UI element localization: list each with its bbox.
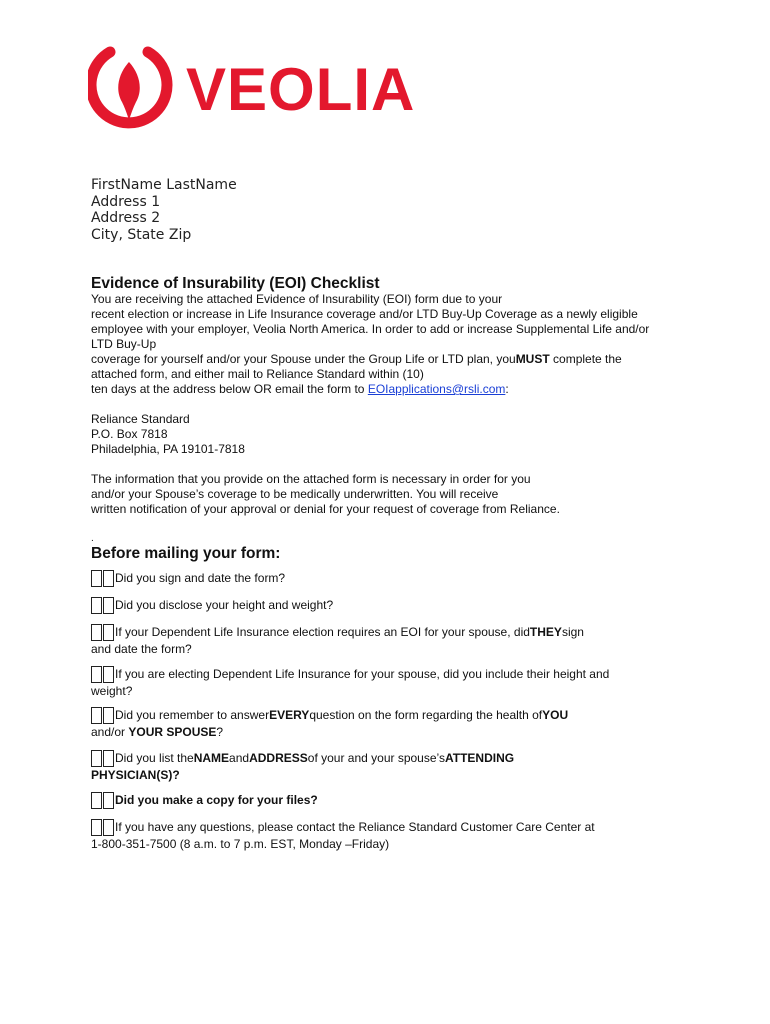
intro-text: ten days at the address below OR email the form to	[91, 382, 368, 396]
checkbox-icon[interactable]	[91, 819, 114, 836]
checklist-item-text: and	[229, 751, 250, 765]
intro-paragraph	[91, 292, 649, 397]
checklist-item-text: Did you disclose your height and weight?	[115, 598, 334, 612]
intro-line: LTD Buy-Up	[91, 337, 157, 351]
checklist-item-emphasis: YOU	[542, 708, 569, 722]
info-line: The information that you provide on the attached form is necessary in order for you	[91, 472, 531, 486]
checklist-item	[91, 750, 651, 783]
recipient-address-1: Address 1	[91, 193, 161, 210]
checkbox-icon[interactable]	[91, 597, 114, 614]
checkbox-icon[interactable]	[91, 707, 114, 724]
mailing-name: Reliance Standard	[91, 412, 190, 426]
intro-line	[91, 382, 649, 397]
checklist-item-text: weight?	[91, 684, 133, 698]
intro-text: coverage for yourself and/or your Spouse under the Group Life or LTD plan, you	[91, 352, 516, 366]
info-line: written notification of your approval or denial for your request of coverage from Reliance.	[91, 502, 560, 516]
checklist-item-text: ?	[216, 725, 224, 739]
intro-line: recent election or increase in Life Insurance coverage and/or LTD Buy-Up Coverage as a newly eligible	[91, 307, 638, 321]
checklist-item-emphasis: EVERY	[269, 708, 310, 722]
intro-text: :	[505, 382, 509, 396]
checklist-item-emphasis: PHYSICIAN(S)?	[91, 768, 180, 782]
checkbox-icon[interactable]	[91, 666, 114, 683]
intro-text: complete the	[549, 352, 622, 366]
checklist-item-text: If you have any questions, please contact the Reliance Standard Customer Care Center at	[115, 820, 595, 834]
checkbox-icon[interactable]	[91, 792, 114, 809]
veolia-logo-mark	[91, 52, 167, 123]
checklist-item	[91, 624, 651, 657]
checklist-item-emphasis: ATTENDING	[444, 751, 515, 765]
checklist-item	[91, 666, 651, 699]
before-mailing-title: Before mailing your form:	[91, 545, 281, 562]
mailing-po-box: P.O. Box 7818	[91, 427, 168, 441]
intro-emphasis: MUST	[515, 352, 550, 366]
checklist-item-emphasis: YOUR SPOUSE	[128, 725, 217, 739]
eoi-email-link[interactable]: EOIapplications@rsli.com	[367, 382, 506, 396]
intro-line: employee with your employer, Veolia North America. In order to add or increase Supplemental Life and/or	[91, 322, 650, 336]
checkbox-icon[interactable]	[91, 570, 114, 587]
checklist-item	[91, 792, 651, 809]
info-line: and/or your Spouse’s coverage to be medically underwritten. You will receive	[91, 487, 499, 501]
checklist-item-text: question on the form regarding the health of	[309, 708, 543, 722]
recipient-city-state-zip: City, State Zip	[91, 226, 192, 243]
checklist-item-emphasis: Did you make a copy for your files?	[115, 793, 318, 807]
intro-line: attached form, and either mail to Reliance Standard within (10)	[91, 367, 424, 381]
checklist-item	[91, 819, 651, 852]
checklist-item	[91, 570, 651, 587]
checklist-item-text: and/or	[91, 725, 129, 739]
checklist-item	[91, 707, 651, 740]
checklist-item-emphasis: NAME	[193, 751, 230, 765]
checklist-item-text: and date the form?	[91, 642, 192, 656]
veolia-logo-text: VEOLIA	[186, 56, 416, 123]
stray-period: .	[91, 533, 94, 544]
checklist-item-text: If you are electing Dependent Life Insurance for your spouse, did you include their height and	[115, 667, 610, 681]
checklist-item-text: Did you list the	[115, 751, 194, 765]
recipient-name: FirstName LastName	[91, 177, 237, 193]
recipient-address	[91, 177, 237, 243]
checklist-item-text: of your and your spouse’s	[307, 751, 445, 765]
checklist-item-text: 1-800-351-7500 (8 a.m. to 7 p.m. EST, Monday –Friday)	[91, 837, 390, 851]
checklist-item-text: Did you remember to answer	[115, 708, 270, 722]
info-paragraph	[91, 472, 560, 517]
checklist-item-text: Did you sign and date the form?	[115, 571, 286, 585]
checklist-title: Evidence of Insurability (EOI) Checklist	[91, 275, 380, 292]
intro-line: You are receiving the attached Evidence of Insurability (EOI) form due to your	[91, 292, 503, 306]
checklist-item-text: sign	[561, 625, 584, 639]
intro-line	[91, 352, 649, 367]
checklist-item-line	[91, 724, 651, 740]
veolia-logo	[88, 44, 418, 130]
checklist-item	[91, 597, 651, 614]
mailing-address	[91, 412, 245, 457]
checklist-item-text: If your Dependent Life Insurance election requires an EOI for your spouse, did	[115, 625, 530, 639]
checklist-item-emphasis: THEY	[529, 625, 562, 639]
checklist-item-emphasis: ADDRESS	[249, 751, 308, 765]
checkbox-icon[interactable]	[91, 624, 114, 641]
recipient-address-2: Address 2	[91, 210, 161, 226]
checkbox-icon[interactable]	[91, 750, 114, 767]
mailing-city: Philadelphia, PA 19101-7818	[91, 442, 245, 456]
